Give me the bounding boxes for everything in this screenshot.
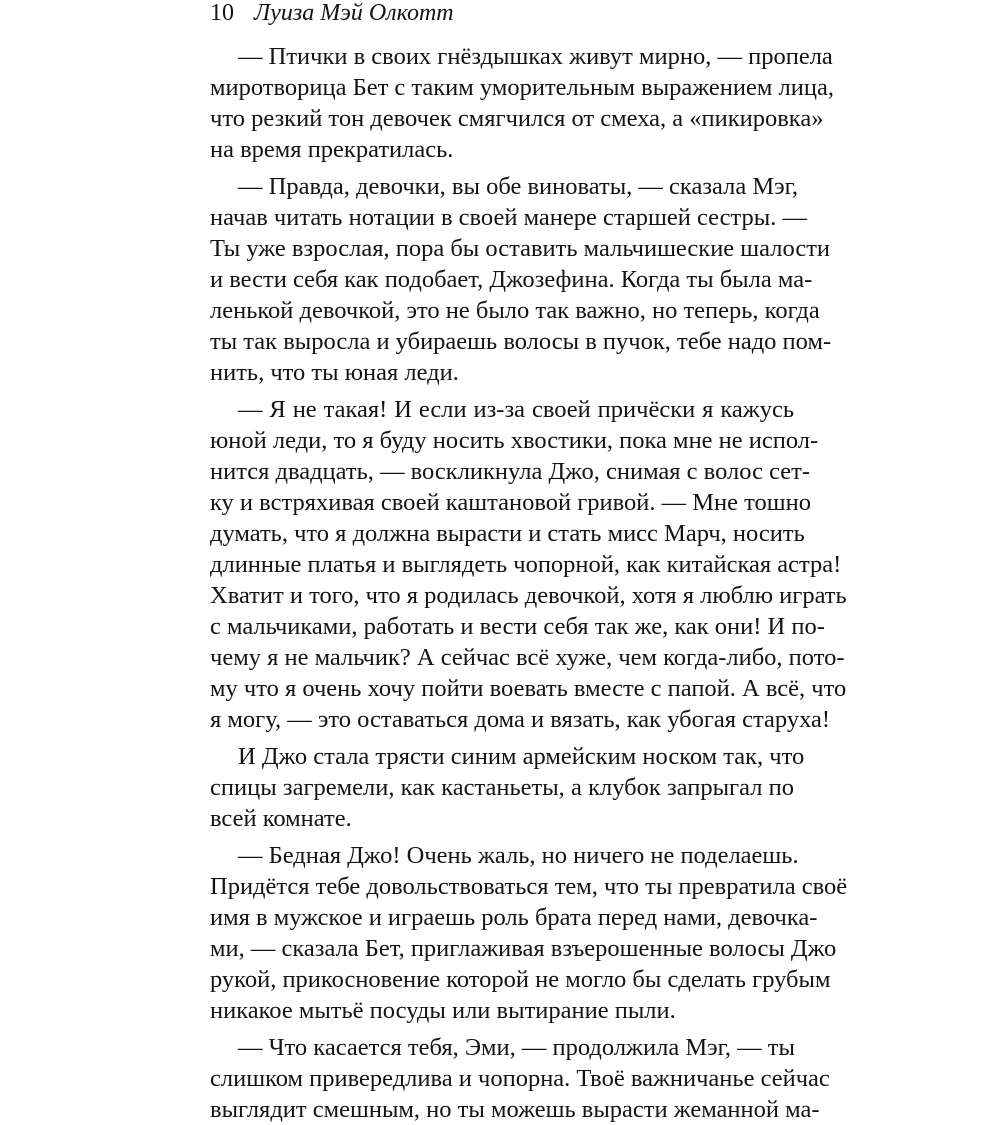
text-line: ку и встряхивая своей каштановой гривой. — Мне тошно — [210, 489, 812, 516]
text-line: слишком привередлива и чопорна. Твоё важничанье сейчас — [210, 1065, 830, 1092]
text-line: ленькой девочкой, это не было так важно, но теперь, когда — [210, 297, 820, 324]
text-line: имя в мужское и играешь роль брата перед нами, девочка- — [210, 904, 818, 931]
text-line: длинные платья и выглядеть чопорной, как китайская астра! — [210, 551, 842, 578]
text-line: — Бедная Джо! Очень жаль, но ничего не поделаешь. — [238, 842, 799, 869]
text-line: спицы загремели, как кастаньеты, а клубок запрыгал по — [210, 774, 794, 801]
text-line: я могу, — это оставаться дома и вязать, как убогая старуха! — [210, 706, 831, 733]
text-line: — Птички в своих гнёздышках живут мирно, — пропела — [238, 43, 833, 70]
body-text — [210, 41, 848, 1125]
text-line: на время прекратилась. — [210, 136, 454, 163]
text-line: начав читать нотации в своей манере старшей сестры. — — [210, 204, 808, 231]
paragraph — [210, 171, 832, 388]
text-line: никакое мытьё посуды или вытирание пыли. — [210, 997, 676, 1024]
text-line: миротворица Бет с таким уморительным выражением лица, — [210, 74, 834, 101]
text-line: что резкий тон девочек смягчился от смеха, а «пикировка» — [210, 105, 824, 132]
text-line: ми, — сказала Бет, приглаживая взъерошенные волосы Джо — [210, 935, 837, 962]
text-line: — Что касается тебя, Эми, — продолжила Мэг, — ты — [238, 1034, 795, 1061]
running-head — [210, 0, 454, 28]
page-number: 10 — [210, 0, 234, 26]
paragraph — [210, 1032, 830, 1125]
text-line: — Правда, девочки, вы обе виноваты, — сказала Мэг, — [238, 173, 799, 200]
text-line: юной леди, то я буду носить хвостики, пока мне не испол- — [210, 427, 819, 454]
text-line: му что я очень хочу пойти воевать вместе с папой. А всё, что — [210, 675, 847, 702]
text-line: Хватит и того, что я родилась девочкой, хотя я люблю играть — [210, 582, 847, 609]
text-line: выглядит смешным, но ты можешь вырасти жеманной ма- — [210, 1096, 820, 1123]
text-line: и вести себя как подобает, Джозефина. Когда ты была ма- — [210, 266, 813, 293]
paragraph — [210, 741, 805, 834]
text-line: Придётся тебе довольствоваться тем, что ты превратила своё — [210, 873, 848, 900]
paragraph — [210, 840, 848, 1026]
text-line: Ты уже взрослая, пора бы оставить мальчишеские шалости — [210, 235, 831, 262]
text-line: думать, что я должна вырасти и стать мисс Марч, носить — [210, 520, 805, 547]
text-line: нить, что ты юная леди. — [210, 359, 459, 386]
text-line: чему я не мальчик? А сейчас всё хуже, чем когда-либо, пото- — [210, 644, 845, 671]
text-line: рукой, прикосновение которой не могло бы сделать грубым — [210, 966, 831, 993]
text-line: с мальчиками, работать и вести себя так же, как они! И по- — [210, 613, 825, 640]
book-author: Луиза Мэй Олкотт — [254, 0, 454, 26]
paragraph — [210, 394, 847, 735]
text-line: — Я не такая! И если из-за своей причёски я кажусь — [238, 396, 794, 423]
text-line: И Джо стала трясти синим армейским носком так, что — [238, 743, 805, 770]
text-line: ты так выросла и убираешь волосы в пучок, тебе надо пом- — [210, 328, 832, 355]
paragraph — [210, 41, 834, 165]
text-line: всей комнате. — [210, 805, 352, 832]
text-line: нится двадцать, — воскликнула Джо, снимая с волос сет- — [210, 458, 810, 485]
